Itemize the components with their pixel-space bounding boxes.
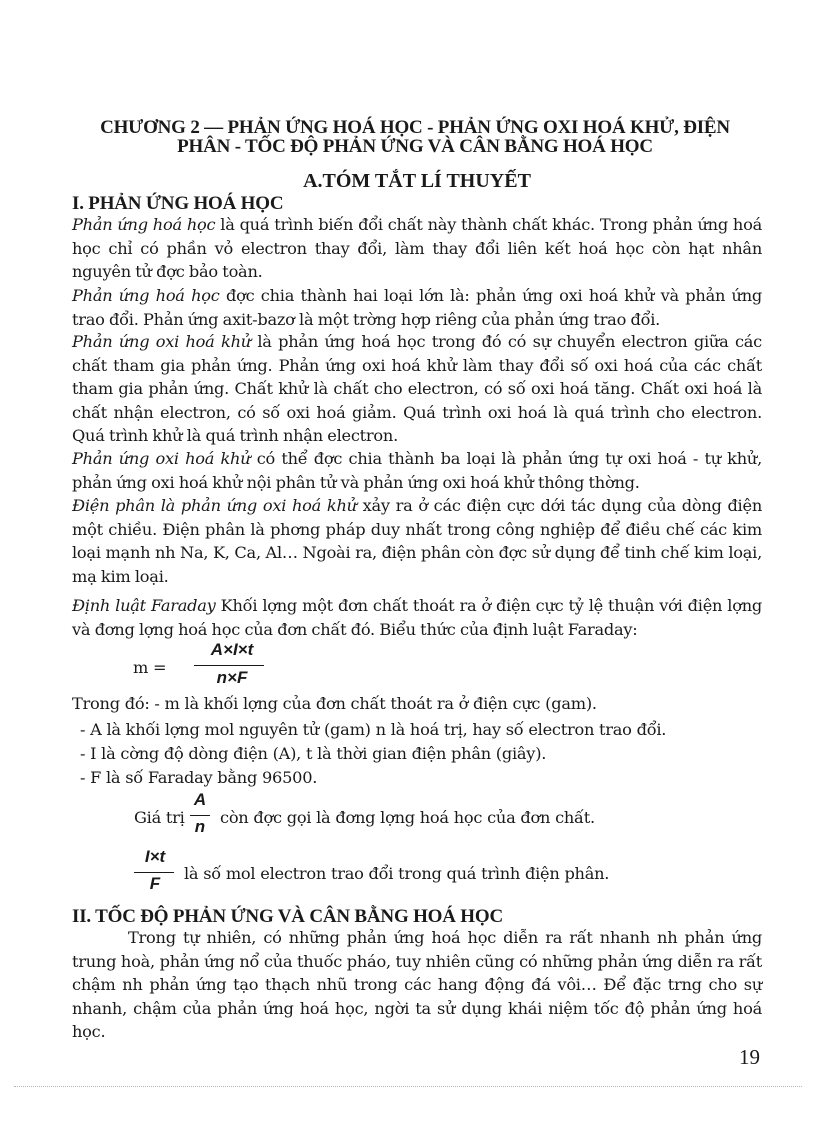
section-2-heading: II. TỐC ĐỘ PHẢN ỨNG VÀ CÂN BẰNG HOÁ HỌC [72,906,503,927]
section-title: A.TÓM TẮT LÍ THUYẾT [303,170,531,192]
where-item-a: - A là khối lợng mol nguyên tử (gam) n là hoá trị, hay số electron trao đổi. [80,720,667,739]
paragraph-electrolysis [72,494,762,588]
paragraph-reaction-types [72,284,762,331]
term-redox-reaction: Phản ứng oxi hoá khử [72,449,251,468]
where-item-f: - F là số Faraday bằng 96500. [80,768,318,787]
paragraph-reaction-rate: Trong tự nhiên, có những phản ứng hoá học diễn ra rất nhanh nh phản ứng trung hoà, phản ứng nổ của thuốc pháo, tuy nhiên cũng có những phản ứng diễn ra rất chậm nh phản ứng tạo thạch nhũ trong các hang động đá vôi… Để đặc trng cho sự nhanh, chậm của phản ứng hoá học, ngời ta sử dụng khái niệm tốc độ phản ứng hoá học. [72,928,762,1041]
term-chemical-reaction: Phản ứng hoá học [72,286,220,305]
equivalent-prefix: Giá trị [134,808,185,827]
paragraph-text: đợc chia thành hai loại lớn là: phản ứng oxi hoá khử và phản ứng trao đổi. Phản ứng axit-bazơ là một trờng hợp riêng của phản ứng trao đổi. [72,286,762,329]
paragraph-text: xảy ra ở các điện cực dới tác dụng của dòng điện một chiều. Điện phân là phơng pháp duy nhất trong công nghiệp để điều chế các kim loại mạnh nh Na, K, Ca, Al… Ngoài ra, điện phân còn đợc sử dụng để tinh chế kim loại, mạ kim loại. [72,496,762,586]
paragraph-reaction-definition [72,213,762,284]
term-chemical-reaction: Phản ứng hoá học [72,215,216,234]
term-redox-reaction: Phản ứng oxi hoá khử [72,332,251,351]
formula-where-intro: Trong đó: - m là khối lợng của đơn chất thoát ra ở điện cực (gam). [72,694,597,713]
formula-fraction-bar [194,665,264,666]
formula-lhs: m = [133,658,167,677]
chapter-title-line-2: PHÂN - TỐC ĐỘ PHẢN ỨNG VÀ CÂN BẰNG HOÁ HỌC [177,136,653,157]
fraction-a-denominator: n [194,817,206,836]
chapter-title-line-1: CHƯƠNG 2 — PHẢN ỨNG HOÁ HỌC - PHẢN ỨNG OXI HOÁ KHỬ, ĐIỆN [100,117,730,138]
equivalent-suffix: còn đợc gọi là đơng lợng hoá học của đơn chất. [220,808,595,827]
where-item-i: - I là cờng độ dòng điện (A), t là thời gian điện phân (giây). [80,744,547,763]
paragraph-text: là phản ứng hoá học trong đó có sự chuyển electron giữa các chất tham gia phản ứng. Phản ứng oxi hoá khử làm thay đổi số oxi hoá của các chất tham gia phản ứng. Chất khử là chất cho electron, có số oxi hoá tăng. Chất oxi hoá là chất nhận electron, có số oxi hoá giảm. Quá trình oxi hoá là quá trình cho electron. Quá trình khử là quá trình nhận electron. [72,332,762,445]
page-bottom-rule [14,1086,802,1087]
fraction-a-bar [190,815,210,816]
paragraph-text: có thể đợc chia thành ba loại là phản ứng tự oxi hoá - tự khử, phản ứng oxi hoá khử nội phân tử và phản ứng oxi hoá khử thông thờng. [72,449,762,492]
formula-numerator: A×I×t [210,640,254,659]
term-electrolysis: Điện phân là phản ứng oxi hoá khử [72,496,357,515]
paragraph-faraday-law [72,594,762,641]
section-1-heading: I. PHẢN ỨNG HOÁ HỌC [72,193,284,214]
paragraph-text: là quá trình biến đổi chất này thành chất khác. Trong phản ứng hoá học chỉ có phần vỏ electron thay đổi, làm thay đổi liên kết hoá học còn hạt nhân nguyên tử đợc bảo toàn. [72,215,762,281]
page-number: 19 [739,1045,760,1069]
fraction-it-bar [134,872,174,873]
fraction-a-numerator: A [193,790,207,809]
term-faraday-law: Định luật Faraday [72,596,216,615]
chapter-title [60,118,770,156]
fraction-it-denominator: F [149,874,161,893]
paragraph-text: Khối lợng một đơn chất thoát ra ở điện cực tỷ lệ thuận với điện lợng và đơng lợng hoá học của đơn chất đó. Biểu thức của định luật Faraday: [72,596,762,639]
paragraph-redox-definition [72,330,762,448]
fraction-it-numerator: I×t [144,847,166,866]
paragraph-redox-types [72,447,762,494]
formula-denominator: n×F [216,668,248,687]
mol-electron-text: là số mol electron trao đổi trong quá trình điện phân. [184,864,610,883]
